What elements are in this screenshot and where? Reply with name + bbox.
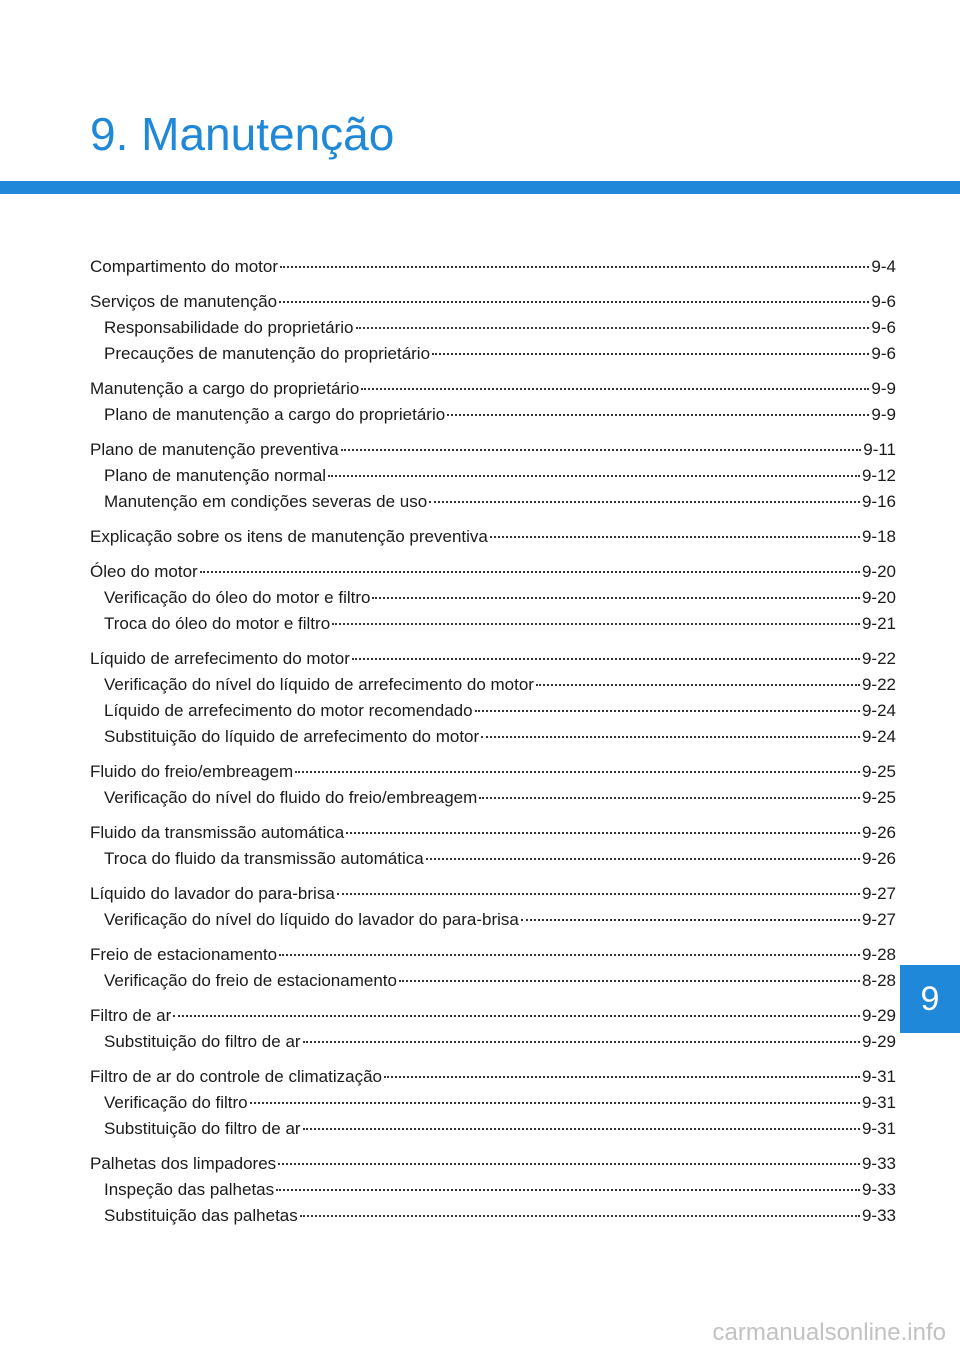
toc-subentry[interactable]: [90, 611, 896, 637]
dot-leader: [384, 1076, 860, 1078]
dot-leader: [200, 571, 860, 573]
toc-entry-title: Palhetas dos limpadores: [90, 1154, 277, 1173]
dot-leader: [481, 736, 860, 738]
toc-section: [90, 1064, 896, 1142]
toc-subentry-title: Substituição do filtro de ar: [104, 1119, 301, 1138]
dot-leader: [303, 1128, 860, 1130]
toc-subentry[interactable]: [90, 724, 896, 750]
toc-subentry-title: Verificação do freio de estacionamento: [104, 971, 397, 990]
title-rule: [0, 181, 960, 194]
chapter-tab[interactable]: 9: [900, 965, 960, 1033]
toc-subentry[interactable]: [90, 785, 896, 811]
page-number: 9-28: [861, 945, 896, 964]
page-number: 9-22: [861, 675, 896, 694]
dot-leader: [399, 980, 860, 982]
page-number: 9-16: [861, 492, 896, 511]
toc-section: [90, 1003, 896, 1055]
toc-entry[interactable]: [90, 254, 896, 280]
toc-subentry-title: Substituição do líquido de arrefecimento do motor: [104, 727, 480, 746]
toc-subentry[interactable]: [90, 489, 896, 515]
dot-leader: [279, 954, 860, 956]
page-number: 9-24: [861, 701, 896, 720]
toc-subentry[interactable]: [90, 846, 896, 872]
page-number: 9-26: [861, 849, 896, 868]
chapter-title: 9. Manutenção: [90, 108, 395, 160]
page-number: 9-6: [871, 292, 896, 311]
toc-subentry[interactable]: [90, 698, 896, 724]
toc-section: [90, 820, 896, 872]
page-number: 9-33: [861, 1154, 896, 1173]
dot-leader: [479, 797, 860, 799]
dot-leader: [536, 684, 860, 686]
toc-subentry[interactable]: [90, 1116, 896, 1142]
toc-entry[interactable]: [90, 559, 896, 585]
toc-entry-title: Plano de manutenção preventiva: [90, 440, 339, 459]
page-number: 9-6: [871, 344, 896, 363]
toc-section: [90, 646, 896, 750]
dot-leader: [356, 327, 870, 329]
toc-subentry-title: Inspeção das palhetas: [104, 1180, 275, 1199]
page-number: 9-33: [861, 1180, 896, 1199]
dot-leader: [303, 1041, 860, 1043]
toc-entry[interactable]: [90, 1064, 896, 1090]
toc-subentry-title: Troca do fluido da transmissão automática: [104, 849, 424, 868]
toc-subentry[interactable]: [90, 315, 896, 341]
toc-entry[interactable]: [90, 289, 896, 315]
toc-section: [90, 254, 896, 280]
watermark: carmanualsonline.info: [712, 1319, 946, 1346]
page-number: 9-27: [861, 884, 896, 903]
page-number: 9-26: [861, 823, 896, 842]
toc-subentry-title: Precauções de manutenção do proprietário: [104, 344, 431, 363]
toc-section: [90, 289, 896, 367]
dot-leader: [361, 388, 869, 390]
page-number: 9-21: [861, 614, 896, 633]
toc-subentry[interactable]: [90, 1177, 896, 1203]
toc-entry[interactable]: [90, 437, 896, 463]
toc-section: [90, 559, 896, 637]
page-number: 9-11: [863, 440, 896, 459]
toc-entry[interactable]: [90, 524, 896, 550]
toc-subentry-title: Substituição do filtro de ar: [104, 1032, 301, 1051]
toc-entry-title: Freio de estacionamento: [90, 945, 278, 964]
dot-leader: [276, 1189, 860, 1191]
page-number: 9-25: [861, 762, 896, 781]
toc-subentry[interactable]: [90, 1029, 896, 1055]
toc-entry[interactable]: [90, 376, 896, 402]
page-number: 9-29: [861, 1032, 896, 1051]
toc-entry-title: Manutenção a cargo do proprietário: [90, 379, 360, 398]
page-number: 9-6: [871, 318, 896, 337]
page-number: 9-9: [871, 405, 896, 424]
toc-subentry-title: Manutenção em condições severas de uso: [104, 492, 428, 511]
toc-section: [90, 1151, 896, 1229]
toc-subentry-title: Verificação do nível do líquido do lavador do para-brisa: [104, 910, 519, 929]
dot-leader: [173, 1015, 860, 1017]
toc-subentry-title: Verificação do filtro: [104, 1093, 248, 1112]
toc-subentry[interactable]: [90, 585, 896, 611]
dot-leader: [426, 858, 860, 860]
toc-entry[interactable]: [90, 820, 896, 846]
dot-leader: [372, 597, 859, 599]
toc-subentry-title: Verificação do nível do fluido do freio/embreagem: [104, 788, 478, 807]
toc-section: [90, 437, 896, 515]
toc-entry-title: Serviços de manutenção: [90, 292, 278, 311]
dot-leader: [447, 414, 869, 416]
dot-leader: [279, 301, 869, 303]
toc-subentry-title: Plano de manutenção normal: [104, 466, 327, 485]
toc-subentry[interactable]: [90, 402, 896, 428]
toc-entry[interactable]: [90, 1151, 896, 1177]
toc-subentry[interactable]: [90, 672, 896, 698]
dot-leader: [346, 832, 860, 834]
page-number: 9-20: [861, 562, 896, 581]
dot-leader: [300, 1215, 860, 1217]
toc-section: [90, 759, 896, 811]
table-of-contents: [90, 254, 896, 1238]
dot-leader: [250, 1102, 860, 1104]
page-number: 9-31: [861, 1119, 896, 1138]
toc-entry[interactable]: [90, 646, 896, 672]
toc-entry[interactable]: [90, 759, 896, 785]
dot-leader: [429, 501, 860, 503]
dot-leader: [490, 536, 860, 538]
dot-leader: [332, 623, 860, 625]
toc-entry-title: Líquido de arrefecimento do motor: [90, 649, 350, 668]
dot-leader: [521, 919, 860, 921]
toc-entry[interactable]: [90, 881, 896, 907]
page-number: 9-12: [861, 466, 896, 485]
dot-leader: [295, 771, 860, 773]
toc-subentry-title: Plano de manutenção a cargo do proprietário: [104, 405, 446, 424]
toc-subentry[interactable]: [90, 1090, 896, 1116]
page-number: 9-31: [861, 1067, 896, 1086]
page-number: 9-27: [861, 910, 896, 929]
dot-leader: [341, 449, 862, 451]
page-number: 9-9: [871, 379, 896, 398]
toc-entry-title: Fluido do freio/embreagem: [90, 762, 294, 781]
toc-section: [90, 881, 896, 933]
page-number: 9-4: [871, 257, 896, 276]
toc-entry-title: Filtro de ar do controle de climatização: [90, 1067, 382, 1086]
page-number: 9-20: [861, 588, 896, 607]
page-number: 9-24: [861, 727, 896, 746]
toc-subentry[interactable]: [90, 341, 896, 367]
toc-subentry-title: Líquido de arrefecimento do motor recomendado: [104, 701, 473, 720]
toc-subentry[interactable]: [90, 463, 896, 489]
toc-subentry[interactable]: [90, 968, 896, 994]
page-number: 9-31: [861, 1093, 896, 1112]
page-number: 9-25: [861, 788, 896, 807]
toc-subentry-title: Troca do óleo do motor e filtro: [104, 614, 331, 633]
toc-entry-title: Explicação sobre os itens de manutenção preventiva: [90, 527, 488, 546]
dot-leader: [432, 353, 869, 355]
toc-section: [90, 942, 896, 994]
toc-subentry-title: Substituição das palhetas: [104, 1206, 298, 1225]
toc-entry-title: Filtro de ar: [90, 1006, 172, 1025]
toc-entry[interactable]: [90, 942, 896, 968]
toc-entry-title: Compartimento do motor: [90, 257, 279, 276]
dot-leader: [352, 658, 860, 660]
dot-leader: [278, 1163, 860, 1165]
dot-leader: [475, 710, 860, 712]
dot-leader: [337, 893, 860, 895]
toc-subentry[interactable]: [90, 1203, 896, 1229]
dot-leader: [280, 266, 869, 268]
toc-entry[interactable]: [90, 1003, 896, 1029]
toc-subentry-title: Responsabilidade do proprietário: [104, 318, 354, 337]
toc-entry-title: Fluido da transmissão automática: [90, 823, 345, 842]
toc-section: [90, 524, 896, 550]
page-number: 8-28: [861, 971, 896, 990]
page-number: 9-22: [861, 649, 896, 668]
toc-subentry-title: Verificação do óleo do motor e filtro: [104, 588, 371, 607]
page-number: 9-33: [861, 1206, 896, 1225]
page-number: 9-18: [861, 527, 896, 546]
toc-section: [90, 376, 896, 428]
toc-entry-title: Óleo do motor: [90, 562, 198, 581]
toc-subentry-title: Verificação do nível do líquido de arrefecimento do motor: [104, 675, 534, 694]
toc-entry-title: Líquido do lavador do para-brisa: [90, 884, 335, 903]
toc-subentry[interactable]: [90, 907, 896, 933]
dot-leader: [328, 475, 860, 477]
page-number: 9-29: [861, 1006, 896, 1025]
